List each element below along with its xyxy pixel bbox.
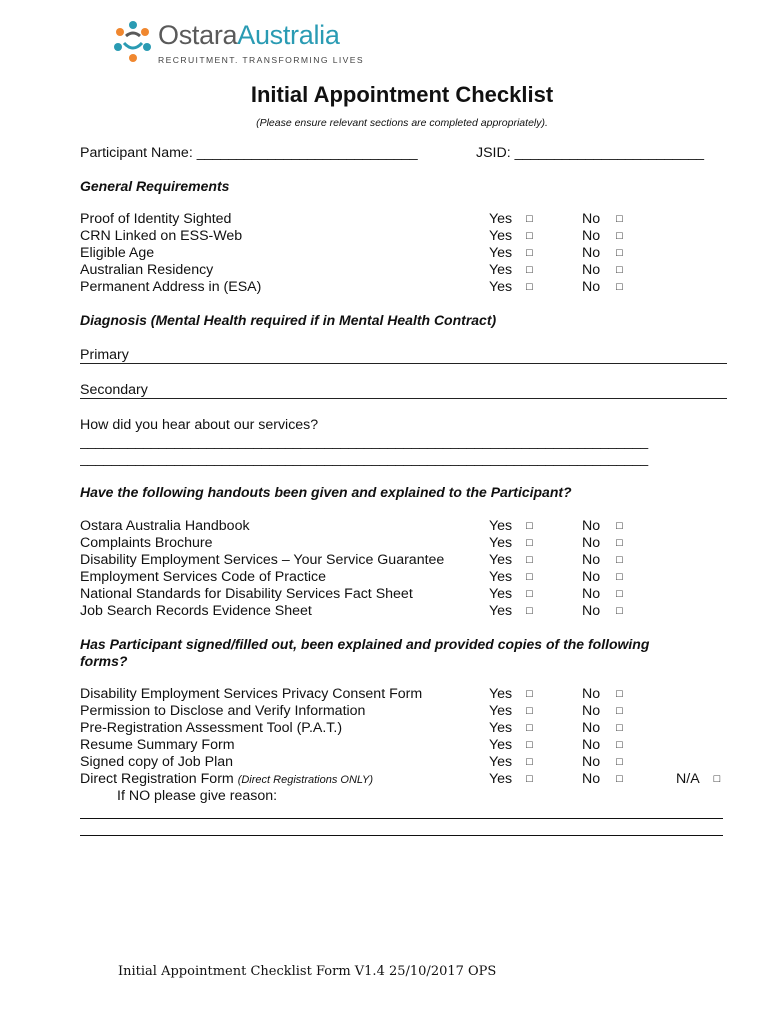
hear-answer-line-1[interactable]: ________________________________________________________________________ [80,434,649,450]
no-checkbox[interactable]: □ [616,705,623,717]
item-label: Proof of Identity Sighted [80,211,232,227]
yes-checkbox[interactable]: □ [526,773,533,785]
list-item: Signed copy of Job Plan Yes □ No □ [80,754,623,770]
list-item: Australian Residency Yes □ No □ [80,262,623,278]
forms-heading-line-1: Has Participant signed/filled out, been explained and provided copies of the following [80,636,650,652]
list-item: National Standards for Disability Services Fact Sheet Yes □ No □ [80,586,623,602]
secondary-input-line[interactable] [80,398,727,399]
item-label: National Standards for Disability Services Fact Sheet [80,586,413,602]
reason-row [80,788,422,805]
logo-wordmark: OstaraAustralia [158,20,340,50]
reason-label: If NO please give reason: [117,788,278,804]
list-item: Direct Registration Form (Direct Registrations ONLY) Yes □ No □ N/A □ [80,771,721,787]
item-label: Signed copy of Job Plan [80,754,234,770]
yes-checkbox[interactable]: □ [526,264,533,276]
item-label: CRN Linked on ESS-Web [80,228,243,244]
page-title: Initial Appointment Checklist [250,82,554,107]
no-checkbox[interactable]: □ [616,247,623,259]
yes-checkbox[interactable]: □ [526,571,533,583]
item-label: Disability Employment Services – Your Service Guarantee [80,552,445,568]
yes-checkbox[interactable]: □ [526,230,533,242]
list-item: Complaints Brochure Yes □ No □ [80,535,623,551]
handouts-list [80,518,623,620]
no-checkbox[interactable]: □ [616,739,623,751]
handouts-heading: Have the following handouts been given and explained to the Participant? [80,484,572,500]
item-label: Pre-Registration Assessment Tool (P.A.T.) [80,720,343,736]
yes-checkbox[interactable]: □ [526,756,533,768]
no-checkbox[interactable]: □ [616,213,623,225]
no-checkbox[interactable]: □ [616,773,623,785]
hear-answer-line-2[interactable]: ________________________________________________________________________ [80,451,649,467]
item-label: Complaints Brochure [80,535,213,551]
item-label: Australian Residency [80,262,214,278]
no-checkbox[interactable]: □ [616,520,623,532]
list-item: Proof of Identity Sighted Yes □ No □ [80,211,623,227]
yes-checkbox[interactable]: □ [526,605,533,617]
people-circle-logo-icon [112,20,154,64]
list-item: Ostara Australia Handbook Yes □ No □ [80,518,623,534]
list-item: Job Search Records Evidence Sheet Yes □ No □ [80,603,623,619]
primary-label: Primary [80,347,129,363]
hear-question: How did you hear about our services? [80,417,319,433]
no-checkbox[interactable]: □ [616,571,623,583]
list-item: Disability Employment Services Privacy Consent Form Yes □ No □ [80,686,623,702]
item-label: Employment Services Code of Practice [80,569,327,585]
no-checkbox[interactable]: □ [616,537,623,549]
item-label: Job Search Records Evidence Sheet [80,603,312,619]
company-logo [112,18,372,74]
yes-checkbox[interactable]: □ [526,520,533,532]
list-item: Employment Services Code of Practice Yes □ No □ [80,569,623,585]
diagnosis-heading: Diagnosis (Mental Health required if in Mental Health Contract) [80,312,497,328]
reason-input-line-2[interactable] [80,835,723,836]
list-item: Disability Employment Services – Your Service Guarantee Yes □ No □ [80,552,623,568]
page-subtitle: (Please ensure relevant sections are completed appropriately). [256,117,548,129]
primary-input-line[interactable] [80,363,727,364]
yes-checkbox[interactable]: □ [526,739,533,751]
yes-checkbox[interactable]: □ [526,554,533,566]
yes-checkbox[interactable]: □ [526,281,533,293]
yes-checkbox[interactable]: □ [526,588,533,600]
item-label: Disability Employment Services Privacy Consent Form [80,686,423,702]
no-checkbox[interactable]: □ [616,230,623,242]
participant-name-field[interactable]: Participant Name: ____________________________ [80,145,418,161]
no-checkbox[interactable]: □ [616,756,623,768]
secondary-label: Secondary [80,382,148,398]
yes-checkbox[interactable]: □ [526,688,533,700]
no-checkbox[interactable]: □ [616,264,623,276]
item-label: Eligible Age [80,245,155,261]
no-checkbox[interactable]: □ [616,554,623,566]
reason-input-line-1[interactable] [80,818,723,819]
na-checkbox[interactable]: □ [713,773,721,785]
yes-checkbox[interactable]: □ [526,247,533,259]
general-requirements-heading: General Requirements [80,178,230,194]
forms-heading-line-2: forms? [80,653,128,669]
jsid-field[interactable]: JSID: ________________________ [476,145,704,161]
yes-checkbox[interactable]: □ [526,722,533,734]
direct-registration-note: (Direct Registrations ONLY) [237,774,374,786]
list-item: CRN Linked on ESS-Web Yes □ No □ [80,228,623,244]
item-label: Permanent Address in (ESA) [80,279,262,295]
item-label: Ostara Australia Handbook [80,518,250,534]
no-checkbox[interactable]: □ [616,605,623,617]
item-label: Resume Summary Form [80,737,235,753]
list-item: Eligible Age Yes □ No □ [80,245,623,261]
list-item: Permanent Address in (ESA) Yes □ No □ [80,279,623,295]
yes-checkbox[interactable]: □ [526,537,533,549]
footer-text: Initial Appointment Checklist Form V1.4 25/10/2017 OPS [118,964,497,979]
forms-list [80,686,721,805]
no-checkbox[interactable]: □ [616,588,623,600]
yes-checkbox[interactable]: □ [526,705,533,717]
logo-tagline: RECRUITMENT. TRANSFORMING LIVES [158,55,365,65]
no-checkbox[interactable]: □ [616,281,623,293]
list-item: Resume Summary Form Yes □ No □ [80,737,623,753]
yes-checkbox[interactable]: □ [526,213,533,225]
list-item: Permission to Disclose and Verify Information Yes □ No □ [80,703,623,719]
item-label: Direct Registration Form [80,771,234,787]
item-label: Permission to Disclose and Verify Information [80,703,366,719]
no-checkbox[interactable]: □ [616,688,623,700]
general-requirements-list [80,211,623,296]
list-item: Pre-Registration Assessment Tool (P.A.T.) Yes □ No □ [80,720,623,736]
no-checkbox[interactable]: □ [616,722,623,734]
